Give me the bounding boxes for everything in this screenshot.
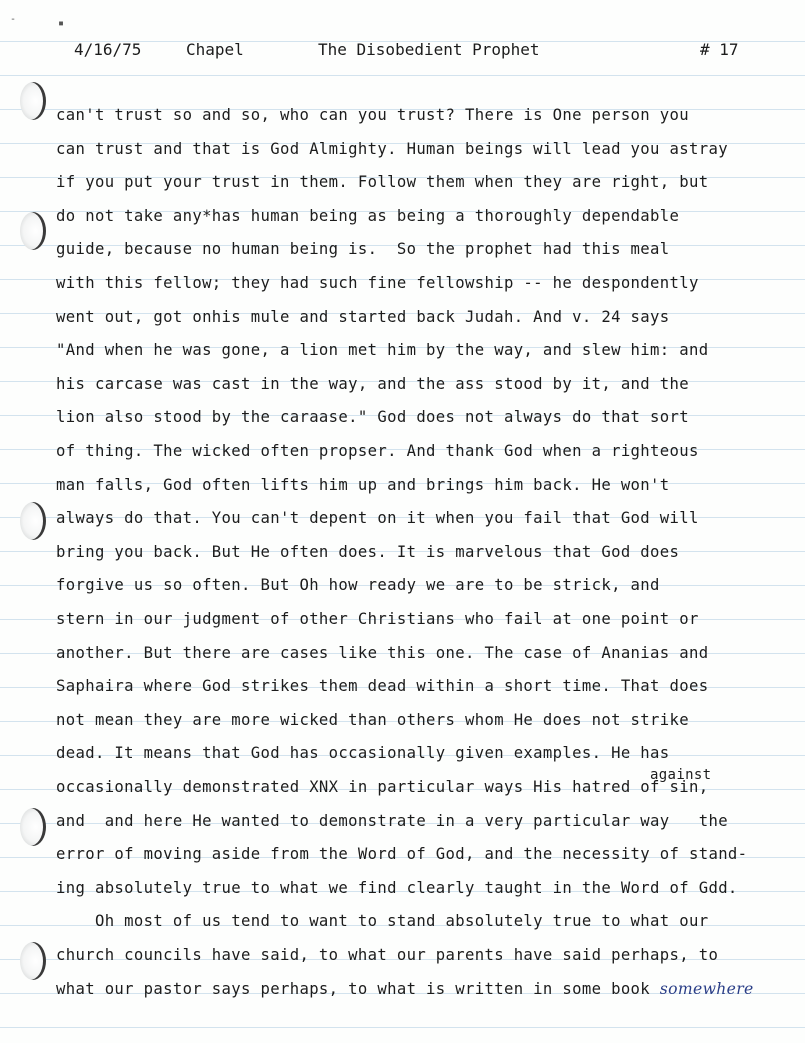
- punch-hole: [20, 942, 46, 980]
- text-line: man falls, God often lifts him up and brings him back. He won't: [56, 475, 670, 494]
- handwritten-word: somewhere: [659, 979, 754, 998]
- punch-hole: [20, 82, 46, 120]
- text-line: occasionally demonstrated XNX in particular ways His hatred of sin,: [56, 778, 709, 796]
- text-line: went out, got onhis mule and started back Judah. And v. 24 says: [56, 307, 670, 326]
- text-line-typed: what our pastor says perhaps, to what is written in some book: [56, 979, 660, 998]
- page-header: [0, 40, 805, 64]
- header-venue: Chapel: [186, 40, 244, 59]
- text-line: can't trust so and so, who can you trust? There is One person you: [56, 106, 689, 124]
- corner-mark: -: [10, 14, 17, 25]
- text-line: [56, 977, 754, 1001]
- text-line: can trust and that is God Almighty. Human beings will lead you astray: [56, 139, 728, 158]
- text-line: "And when he was gone, a lion met him by the way, and slew him: and: [56, 341, 709, 360]
- punch-hole: [20, 502, 46, 540]
- text-line: always do that. You can't depent on it when you fail that God will: [56, 509, 699, 528]
- punch-hole: [20, 212, 46, 250]
- text-line: of thing. The wicked often propser. And thank God when a righteous: [56, 442, 699, 460]
- text-line: not mean they are more wicked than others whom He does not strike: [56, 710, 689, 729]
- text-line: do not take any*has human being as being a thoroughly dependable: [56, 206, 680, 225]
- text-line: Saphaira where God strikes them dead within a short time. That does: [56, 677, 709, 696]
- text-line: ing absolutely true to what we find clearly taught in the Word of Gdd.: [56, 878, 738, 897]
- header-date: 4/16/75: [74, 40, 142, 59]
- text-line: lion also stood by the caraase." God does not always do that sort: [56, 408, 689, 427]
- corner-mark: ▪: [58, 18, 65, 29]
- header-title: The Disobedient Prophet: [318, 40, 540, 59]
- inserted-word: against: [650, 767, 712, 783]
- text-line: bring you back. But He often does. It is marvelous that God does: [56, 542, 680, 561]
- text-line: another. But there are cases like this one. The case of Ananias and: [56, 643, 709, 662]
- text-line: church councils have said, to what our parents have said perhaps, to: [56, 946, 719, 964]
- text-line: forgive us so often. But Oh how ready we are to be strick, and: [56, 576, 660, 595]
- text-line: with this fellow; they had such fine fellowship -- he despondently: [56, 274, 699, 292]
- text-line: and and here He wanted to demonstrate in a very particular way the: [56, 811, 728, 830]
- text-line: Oh most of us tend to want to stand absolutely true to what our: [56, 912, 709, 931]
- text-line: guide, because no human being is. So the prophet had this meal: [56, 240, 670, 259]
- text-line: stern in our judgment of other Christians who fail at one point or: [56, 610, 699, 628]
- text-line: his carcase was cast in the way, and the ass stood by it, and the: [56, 374, 689, 393]
- punch-hole: [20, 808, 46, 846]
- text-line: if you put your trust in them. Follow them when they are right, but: [56, 173, 709, 192]
- text-line: dead. It means that God has occasionally given examples. He has: [56, 744, 670, 763]
- header-page-number: # 17: [700, 40, 739, 59]
- text-line: error of moving aside from the Word of God, and the necessity of stand-: [56, 845, 748, 864]
